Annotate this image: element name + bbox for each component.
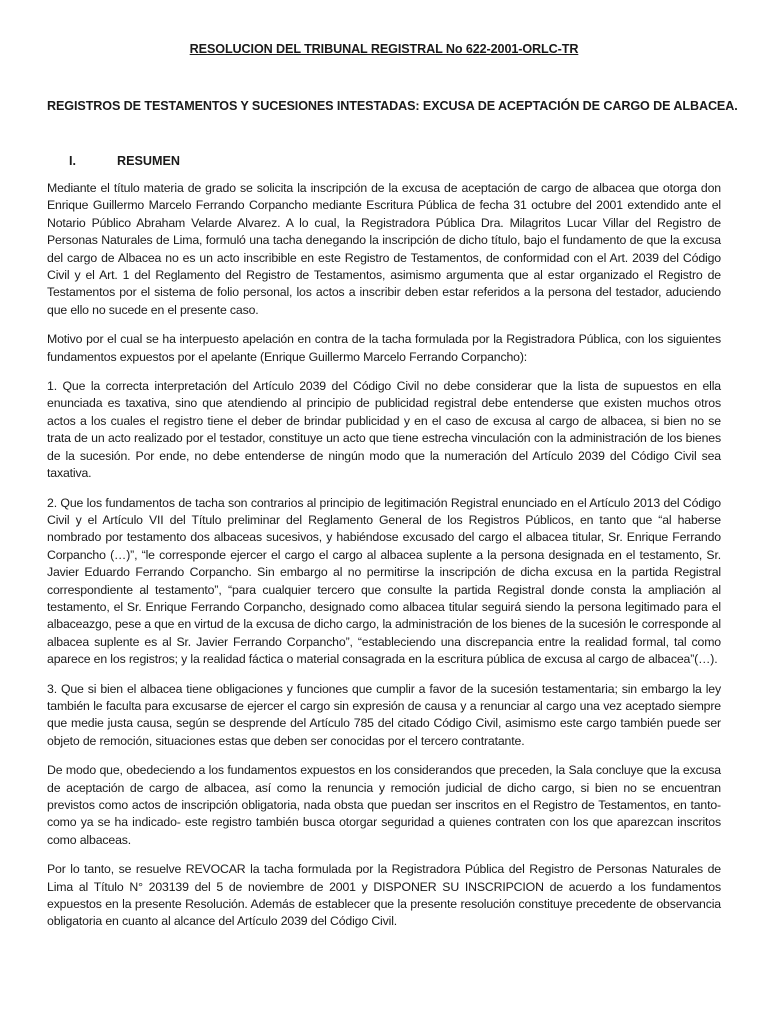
section-number: I. [69, 154, 76, 168]
section-heading [69, 154, 180, 168]
document-subtitle: REGISTROS DE TESTAMENTOS Y SUCESIONES INTESTADAS: EXCUSA DE ACEPTACIÓN DE CARGO DE ALBACEA. [47, 99, 738, 113]
paragraph-resolution: Por lo tanto, se resuelve REVOCAR la tacha formulada por la Registradora Pública del Registro de Personas Naturales de Lima al Título N° 203139 del 5 de noviembre de 2001 y DISPONER SU INSCRIPCION de acuerdo a los fundamentos expuestos en la presente Resolución. Además de establecer que la presente resolución constituye precedente de observancia obligatoria en cuanto al alcance del Artículo 2039 del Código Civil. [47, 862, 721, 929]
paragraph-ground-2: 2. Que los fundamentos de tacha son contrarios al principio de legitimación Registral enunciado en el Artículo 2013 del Código Civil y el Artículo VII del Título preliminar del Reglamento General de los Registros Públicos, en tanto que “al haberse nombrado por testamento dos albaceas sucesivos, y habiéndose excusado del cargo el albacea titular, Sr. Enrique Ferrando Corpancho (…)”, “le corresponde ejercer el cargo el cargo al albacea suplente a la persona designada en el testamento, Sr. Javier Eduardo Ferrando Corpancho. Sin embargo al no permitirse la inscripción de dicha excusa en la partida Registral correspondiente al testamento”, “para cualquier tercero que consulte la partida Registral donde consta la ampliación al testamento, el Sr. Enrique Ferrando Corpancho, designado como albacea titular seguirá siendo la persona legitimado para el albaceazgo, pese a que en virtud de la excusa de dicho cargo, la administración de los bienes de la sucesión le corresponde al albacea suplente es al Sr. Javier Ferrando Corpancho”, “estableciendo una discrepancia entre la realidad formal, tal como aparece en los registros; y la realidad fáctica o material consagrada en la escritura pública de excusa al cargo de albacea”(…). [47, 495, 721, 667]
paragraph-ground-1: 1. Que la correcta interpretación del Artículo 2039 del Código Civil no debe considerar que la lista de supuestos en ella enunciada es taxativa, sino que atendiendo al principio de publicidad registral debe entenderse que existen muchos otros actos a los cuales el registro tiene el deber de brindar publicidad y en el caso de excusa al cargo de albacea, si bien no se trata de un acto realizado por el testador, constituye un acto que tiene estrecha vinculación con la administración de los bienes de la sucesión. Por ende, no debe entenderse de ningún modo que la numeración del Artículo 2039 del Código Civil sea taxativa. [47, 379, 721, 481]
paragraph-conclusion: De modo que, obedeciendo a los fundamentos expuestos en los considerandos que preceden, la Sala concluye que la excusa de aceptación de cargo de albacea, así como la renuncia y remoción judicial de dicho cargo, si bien no se encuentran previstos como actos de inscripción obligatoria, nada obsta que puedan ser inscritos en el Registro de Testamentos, en tanto- como ya se ha indicado- este registro también busca otorgar seguridad a quienes contraten con los que aparezcan inscritos como albaceas. [47, 763, 721, 847]
document-body [47, 180, 721, 943]
section-title: RESUMEN [117, 154, 180, 168]
paragraph-appeal-intro: Motivo por el cual se ha interpuesto apelación en contra de la tacha formulada por la Registradora Pública, con los siguientes fundamentos expuestos por el apelante (Enrique Guillermo Marcelo Ferrando Corpancho): [47, 332, 721, 364]
paragraph-summary: Mediante el título materia de grado se solicita la inscripción de la excusa de aceptación de cargo de albacea que otorga don Enrique Guillermo Marcelo Ferrando Corpancho mediante Escritura Pública de fecha 31 octubre del 2001 extendido ante el Notario Público Abraham Velarde Alvarez. A lo cual, la Registradora Pública Dra. Milagritos Lucar Villar del Registro de Personas Naturales de Lima, formuló una tacha denegando la inscripción de dicho título, bajo el fundamento de que la excusa del cargo de Albacea no es un acto inscribible en este Registro de Testamentos, de conformidad con el Art. 2039 del Código Civil y el Art. 1 del Reglamento del Registro de Testamentos, asimismo argumenta que al estar organizado el Registro de Testamentos por el sistema de folio personal, los actos a inscribir deben estar referidos a la persona del testador, aduciendo que ello no sucede en el presente caso. [47, 181, 721, 317]
paragraph-ground-3: 3. Que si bien el albacea tiene obligaciones y funciones que cumplir a favor de la sucesión testamentaria; sin embargo la ley también le faculta para excusarse de ejercer el cargo sin expresión de causa y a renunciar al cargo una vez aceptado siempre que medie justa causa, según se desprende del Artículo 785 del citado Código Civil, asimismo este cargo también puede ser objeto de remoción, situaciones estas que deben ser conocidas por el tercero contratante. [47, 681, 721, 748]
document-title: RESOLUCION DEL TRIBUNAL REGISTRAL No 622-2001-ORLC-TR [189, 42, 579, 56]
